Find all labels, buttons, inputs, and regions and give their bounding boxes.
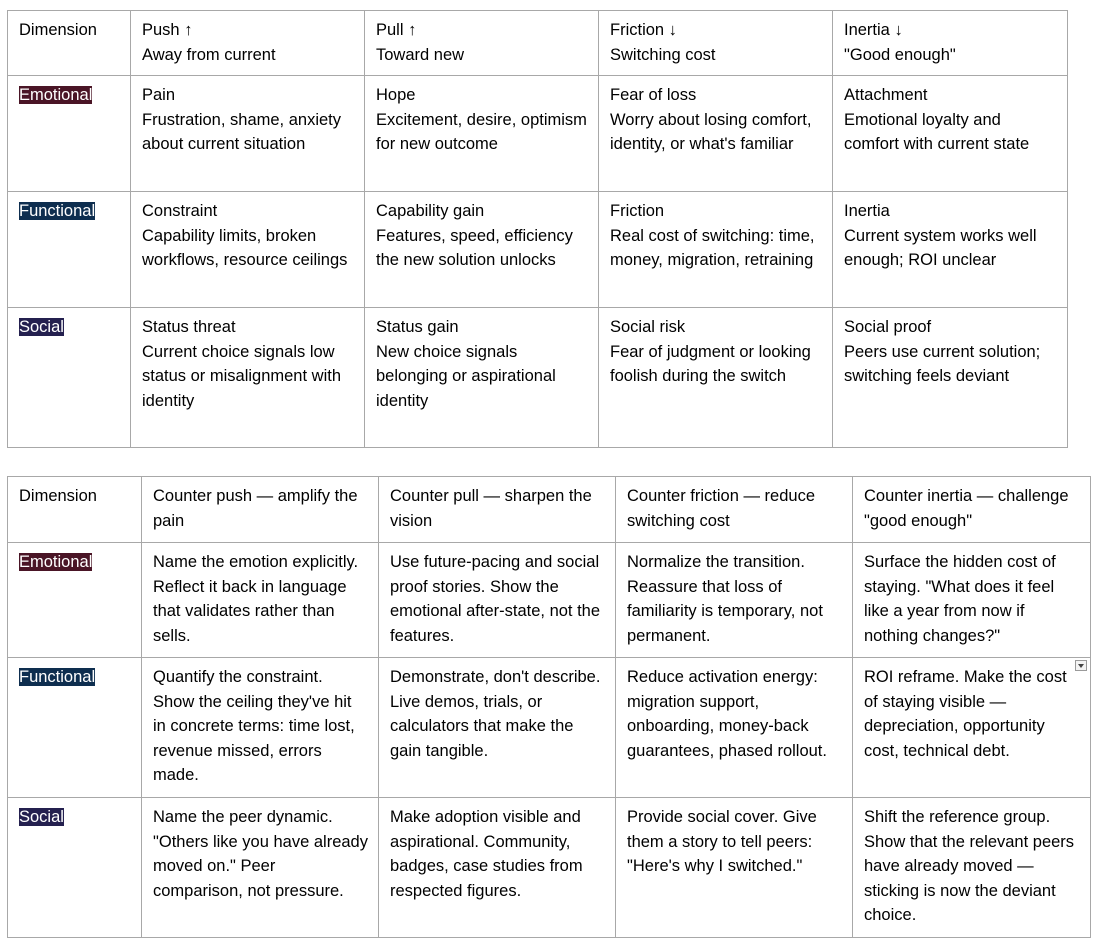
push-cell[interactable] xyxy=(131,76,365,192)
dimension-tag-functional: Functional xyxy=(19,202,96,220)
counters-header-row xyxy=(8,477,1091,543)
inertia-text: Current system works well enough; ROI unclear xyxy=(844,226,1037,269)
row-label-cell[interactable] xyxy=(8,798,142,938)
header-push-title: Push ↑ xyxy=(142,21,193,39)
counter-pull-cell[interactable] xyxy=(379,543,616,658)
counter-friction-cell[interactable] xyxy=(616,543,853,658)
header-inertia-title: Inertia ↓ xyxy=(844,21,903,39)
inertia-text: Emotional loyalty and comfort with current state xyxy=(844,110,1030,153)
dimension-tag-social: Social xyxy=(19,318,64,336)
row-label-cell[interactable] xyxy=(8,192,131,308)
header-friction[interactable] xyxy=(599,11,833,76)
friction-text: Real cost of switching: time, money, migration, retraining xyxy=(610,226,815,269)
push-text: Frustration, shame, anxiety about current situation xyxy=(142,110,341,153)
row-label-cell[interactable] xyxy=(8,308,131,448)
header-friction-subtitle: Switching cost xyxy=(610,45,716,64)
header-counter-pull-label: Counter pull — sharpen the vision xyxy=(390,487,592,530)
counter-pull-cell[interactable] xyxy=(379,658,616,798)
inertia-text: Peers use current solution; switching feels deviant xyxy=(844,342,1041,385)
counter-inertia-text: Shift the reference group. Show that the relevant peers have already moved — sticking is now the deviant choice. xyxy=(864,808,1075,924)
friction-text: Worry about losing comfort, identity, or what's familiar xyxy=(610,110,812,153)
pull-title: Capability gain xyxy=(376,202,485,220)
forces-row-social xyxy=(8,308,1068,448)
chevron-down-icon xyxy=(1078,664,1084,668)
friction-cell[interactable] xyxy=(599,76,833,192)
push-cell[interactable] xyxy=(131,192,365,308)
header-pull-title: Pull ↑ xyxy=(376,21,417,39)
counters-row-functional xyxy=(8,658,1091,798)
header-counter-friction[interactable] xyxy=(616,477,853,543)
friction-title: Fear of loss xyxy=(610,86,697,104)
friction-title: Social risk xyxy=(610,318,686,336)
counter-friction-cell[interactable] xyxy=(616,658,853,798)
counter-pull-text: Demonstrate, don't describe. Live demos, trials, or calculators that make the gain tangible. xyxy=(390,668,601,760)
counter-push-text: Quantify the constraint. Show the ceiling they've hit in concrete terms: time lost, revenue missed, errors made. xyxy=(153,668,355,784)
pull-title: Hope xyxy=(376,86,416,104)
pull-text: Excitement, desire, optimism for new outcome xyxy=(376,110,587,153)
row-label-cell[interactable] xyxy=(8,658,142,798)
header-friction-title: Friction ↓ xyxy=(610,21,677,39)
counter-inertia-cell[interactable] xyxy=(853,543,1091,658)
counter-friction-text: Reduce activation energy: migration support, onboarding, money-back guarantees, phased rollout. xyxy=(627,668,827,760)
header-dimension-label: Dimension xyxy=(19,21,97,39)
counter-push-cell[interactable] xyxy=(142,543,379,658)
dimension-tag-emotional: Emotional xyxy=(19,553,93,571)
header-dimension[interactable] xyxy=(8,11,131,76)
header-counter-push-label: Counter push — amplify the pain xyxy=(153,487,358,530)
counter-pull-text: Use future-pacing and social proof stories. Show the emotional after-state, not the features. xyxy=(390,553,601,645)
header-pull-subtitle: Toward new xyxy=(376,45,465,64)
forces-table xyxy=(7,10,1068,448)
friction-cell[interactable] xyxy=(599,308,833,448)
inertia-title: Attachment xyxy=(844,86,928,104)
header-counter-friction-label: Counter friction — reduce switching cost xyxy=(627,487,816,530)
dimension-tag-social: Social xyxy=(19,808,64,826)
header-pull[interactable] xyxy=(365,11,599,76)
push-title: Pain xyxy=(142,86,176,104)
header-counter-inertia-label: Counter inertia — challenge "good enough" xyxy=(864,487,1069,530)
counter-inertia-cell[interactable] xyxy=(853,658,1091,798)
pull-title: Status gain xyxy=(376,318,459,336)
dimension-tag-functional: Functional xyxy=(19,668,96,686)
header-counter-inertia[interactable] xyxy=(853,477,1091,543)
header-dimension[interactable] xyxy=(8,477,142,543)
push-text: Current choice signals low status or misalignment with identity xyxy=(142,342,341,410)
header-push[interactable] xyxy=(131,11,365,76)
counter-pull-cell[interactable] xyxy=(379,798,616,938)
counter-push-text: Name the emotion explicitly. Reflect it back in language that validates rather than sells. xyxy=(153,553,359,645)
counter-push-text: Name the peer dynamic. "Others like you have already moved on." Peer comparison, not pressure. xyxy=(153,808,368,900)
dimension-tag-emotional: Emotional xyxy=(19,86,93,104)
header-dimension-label: Dimension xyxy=(19,487,97,505)
push-title: Constraint xyxy=(142,202,218,220)
counters-row-social xyxy=(8,798,1091,938)
counter-push-cell[interactable] xyxy=(142,658,379,798)
push-cell[interactable] xyxy=(131,308,365,448)
counter-friction-text: Normalize the transition. Reassure that loss of familiarity is temporary, not permanent. xyxy=(627,553,823,645)
inertia-title: Social proof xyxy=(844,318,932,336)
counters-row-emotional xyxy=(8,543,1091,658)
forces-row-emotional xyxy=(8,76,1068,192)
push-text: Capability limits, broken workflows, resource ceilings xyxy=(142,226,348,269)
counter-pull-text: Make adoption visible and aspirational. Community, badges, case studies from respected figures. xyxy=(390,808,583,900)
pull-cell[interactable] xyxy=(365,192,599,308)
pull-cell[interactable] xyxy=(365,76,599,192)
row-label-cell[interactable] xyxy=(8,76,131,192)
header-counter-push[interactable] xyxy=(142,477,379,543)
counter-inertia-cell[interactable] xyxy=(853,798,1091,938)
inertia-cell[interactable] xyxy=(833,76,1068,192)
header-inertia[interactable] xyxy=(833,11,1068,76)
header-inertia-subtitle: "Good enough" xyxy=(844,45,956,64)
pull-text: New choice signals belonging or aspirational identity xyxy=(376,342,556,410)
counter-inertia-text: ROI reframe. Make the cost of staying visible — depreciation, opportunity cost, technical debt. xyxy=(864,668,1067,760)
header-push-subtitle: Away from current xyxy=(142,45,276,64)
forces-row-functional xyxy=(8,192,1068,308)
friction-cell[interactable] xyxy=(599,192,833,308)
counter-inertia-text: Surface the hidden cost of staying. "What does it feel like a year from now if nothing changes?" xyxy=(864,553,1056,645)
counter-push-cell[interactable] xyxy=(142,798,379,938)
inertia-cell[interactable] xyxy=(833,308,1068,448)
header-counter-pull[interactable] xyxy=(379,477,616,543)
push-title: Status threat xyxy=(142,318,236,336)
pull-cell[interactable] xyxy=(365,308,599,448)
counter-friction-text: Provide social cover. Give them a story to tell peers: "Here's why I switched." xyxy=(627,808,817,875)
friction-text: Fear of judgment or looking foolish during the switch xyxy=(610,342,811,385)
friction-title: Friction xyxy=(610,202,665,220)
inertia-title: Inertia xyxy=(844,202,890,220)
row-label-cell[interactable] xyxy=(8,543,142,658)
counters-table xyxy=(7,476,1091,938)
forces-header-row xyxy=(8,11,1068,76)
pull-text: Features, speed, efficiency the new solution unlocks xyxy=(376,226,573,269)
cell-dropdown-button[interactable] xyxy=(1075,660,1087,671)
inertia-cell[interactable] xyxy=(833,192,1068,308)
counter-friction-cell[interactable] xyxy=(616,798,853,938)
